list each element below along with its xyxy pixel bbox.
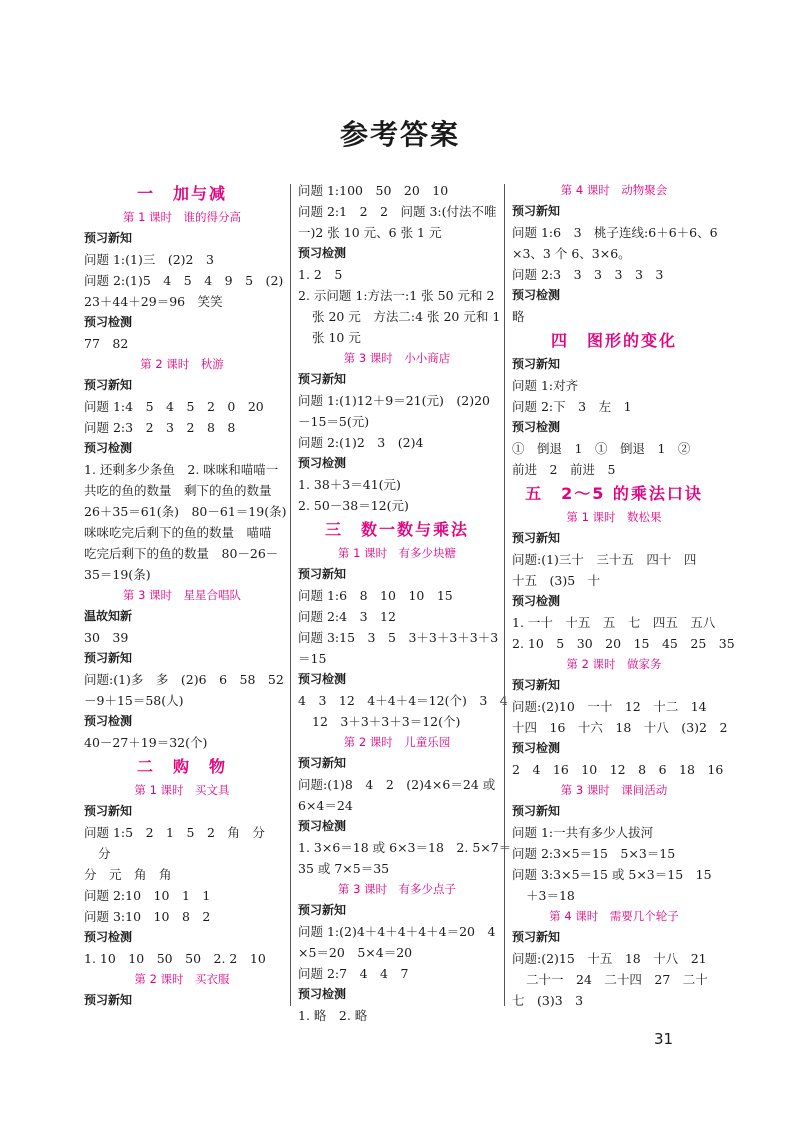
subsection-label: 预习新知: [512, 357, 561, 371]
subsection-label: 预习新知: [512, 531, 561, 545]
subsection-label: 预习新知: [298, 567, 347, 581]
answer-line: 30 39: [84, 630, 129, 645]
answer-line: 共吃的鱼的数量 剩下的鱼的数量: [84, 483, 272, 498]
section-heading: 二 购 物: [136, 757, 227, 776]
lesson-heading: 第 2 课时 秋游: [140, 357, 224, 371]
subsection-label: 预习检测: [298, 246, 347, 260]
answer-column-3: [512, 180, 735, 1011]
subsection-label: 预习检测: [512, 594, 561, 608]
answer-line: 问题 1:100 50 20 10: [298, 183, 449, 198]
answer-line: 咪咪吃完后剩下的鱼的数量 喵喵: [84, 525, 272, 540]
answer-line: 问题 3:3×5＝15 或 5×3＝15 15: [512, 867, 712, 882]
answer-line: 问题 2:(1)2 3 (2)4: [298, 435, 424, 450]
lesson-heading: 第 4 课时 动物聚会: [560, 183, 668, 197]
answer-line: 2. 10 5 30 20 15 45 25 35: [512, 636, 735, 651]
answer-line: 问题 1:6 3 桃子连线:6＋6＋6、6: [512, 225, 718, 240]
answer-line: 40－27＋19＝32(个): [84, 735, 208, 750]
answer-line: 一)2 张 10 元、6 张 1 元: [298, 225, 442, 240]
subsection-label: 预习检测: [84, 441, 133, 455]
answer-line: 1. 10 10 50 50 2. 2 10: [84, 951, 266, 966]
answer-line: 分: [98, 846, 111, 861]
answer-line: 七 (3)3 3: [512, 993, 584, 1008]
answer-line: ＝15: [298, 651, 327, 666]
subsection-label: 预习新知: [84, 804, 133, 818]
subsection-label: 预习检测: [298, 456, 347, 470]
answer-line: 张 10 元: [312, 330, 361, 345]
lesson-heading: 第 3 课时 课间活动: [560, 783, 668, 797]
section-heading: 四 图形的变化: [550, 331, 677, 350]
answer-line: 77 82: [84, 336, 129, 351]
page-title: 参考答案: [339, 118, 460, 151]
answer-line: 1. 还剩多少条鱼 2. 咪咪和喵喵一: [84, 462, 279, 477]
subsection-label: 预习新知: [84, 378, 133, 392]
answer-line: 前进 2 前进 5: [512, 462, 616, 477]
answer-line: 吃完后剩下的鱼的数量 80－26－: [84, 546, 279, 561]
answer-line: 十四 16 十六 18 十八 (3)2 2: [512, 720, 728, 735]
answer-line: 十五 (3)5 十: [512, 573, 601, 588]
answer-line: 问题 1:5 2 1 5 2 角 分: [84, 825, 265, 840]
answer-line: 张 20 元 方法二:4 张 20 元和 1: [312, 309, 501, 324]
answer-line: 问题 1:4 5 4 5 2 0 20: [84, 399, 264, 414]
answer-line: 问题:(2)15 十五 18 十八 21: [512, 951, 707, 966]
subsection-label: 预习新知: [84, 651, 133, 665]
answer-line: 分 元 角 角: [84, 867, 172, 882]
lesson-heading: 第 4 课时 需要几个轮子: [549, 909, 679, 923]
lesson-heading: 第 2 课时 买衣服: [134, 972, 230, 986]
answer-line: 35＝19(条): [84, 567, 151, 582]
subsection-label: 预习检测: [512, 288, 561, 302]
answer-line: 问题 2:下 3 左 1: [512, 399, 632, 414]
subsection-label: 温故知新: [84, 609, 133, 623]
answer-line: 2. 50－38＝12(元): [298, 498, 409, 513]
answer-line: 1. 一十 十五 五 七 四五 五八: [512, 615, 716, 630]
subsection-label: 预习新知: [298, 903, 347, 917]
answer-line: 2. 示问题 1:方法一:1 张 50 元和 2: [298, 288, 495, 303]
answer-line: 6×4＝24: [298, 798, 353, 813]
subsection-label: 预习检测: [512, 741, 561, 755]
answer-line: －9＋15＝58(人): [84, 693, 184, 708]
lesson-heading: 第 3 课时 有多少点子: [337, 882, 457, 896]
answer-line: 问题:(1)多 多 (2)6 6 58 52: [84, 672, 284, 687]
answer-line: 二十一 24 二十四 27 二十: [526, 972, 708, 987]
answer-line: 问题 2:10 10 1 1: [84, 888, 211, 903]
answer-line: －15＝5(元): [298, 414, 370, 429]
subsection-label: 预习检测: [512, 420, 561, 434]
answer-line: 2 4 16 10 12 8 6 18 16: [512, 762, 724, 777]
answer-line: 问题 2:4 3 12: [298, 609, 396, 624]
answer-line: 问题 3:15 3 5 3＋3＋3＋3＋3: [298, 630, 499, 645]
answer-line: 问题 1:对齐: [512, 378, 579, 393]
column-divider: [504, 184, 505, 1006]
lesson-heading: 第 3 课时 星星合唱队: [122, 588, 242, 602]
answer-line: 问题 1:一共有多少人拔河: [512, 825, 654, 840]
answer-line: 23＋44＋29＝96 笑笑: [84, 294, 223, 309]
lesson-heading: 第 3 课时 小小商店: [343, 351, 451, 365]
lesson-heading: 第 2 课时 做家务: [566, 657, 662, 671]
answer-line: ① 倒退 1 ① 倒退 1 ②: [512, 441, 691, 456]
subsection-label: 预习检测: [298, 819, 347, 833]
section-heading: 一 加与减: [136, 184, 227, 203]
subsection-label: 预习检测: [84, 714, 133, 728]
lesson-heading: 第 1 课时 数松果: [566, 510, 662, 524]
answer-line: 略: [512, 309, 525, 324]
subsection-label: 预习新知: [512, 804, 561, 818]
lesson-heading: 第 1 课时 买文具: [134, 783, 230, 797]
answer-line: 1. 38＋3＝41(元): [298, 477, 401, 492]
lesson-heading: 第 1 课时 有多少块糖: [337, 546, 457, 560]
answer-line: 问题:(1)三十 三十五 四十 四: [512, 552, 697, 567]
answer-line: 问题 2:3 2 3 2 8 8: [84, 420, 236, 435]
answer-line: 问题 1:6 8 10 10 15: [298, 588, 453, 603]
subsection-label: 预习检测: [298, 987, 347, 1001]
answer-line: ×5＝20 5×4＝20: [298, 945, 413, 960]
answer-line: 问题 1:(2)4＋4＋4＋4＋4＝20 4: [298, 924, 496, 939]
answer-line: 问题:(2)10 一十 12 十二 14: [512, 699, 707, 714]
answer-line: 问题 2:1 2 2 问题 3:(付法不唯: [298, 204, 497, 219]
lesson-heading: 第 1 课时 谁的得分高: [122, 210, 242, 224]
subsection-label: 预习新知: [512, 930, 561, 944]
answer-line: 问题:(1)8 4 2 (2)4×6＝24 或: [298, 777, 496, 792]
answer-line: 问题 1:(1)12＋9＝21(元) (2)20: [298, 393, 490, 408]
subsection-label: 预习检测: [84, 930, 133, 944]
subsection-label: 预习新知: [84, 231, 133, 245]
subsection-label: 预习检测: [84, 315, 133, 329]
subsection-label: 预习新知: [512, 204, 561, 218]
subsection-label: 预习新知: [84, 993, 133, 1007]
answer-line: 问题 2:3×5＝15 5×3＝15: [512, 846, 676, 861]
answer-line: 1. 2 5: [298, 267, 343, 282]
subsection-label: 预习新知: [298, 756, 347, 770]
column-divider: [290, 184, 291, 1006]
answer-line: 问题 2:7 4 4 7: [298, 966, 409, 981]
answer-line: 问题 1:(1)三 (2)2 3: [84, 252, 214, 267]
subsection-label: 预习新知: [298, 372, 347, 386]
answer-line: 问题 3:10 10 8 2: [84, 909, 211, 924]
answer-column-2: [298, 180, 512, 1026]
answer-line: 4 3 12 4＋4＋4＝12(个) 3 4: [298, 693, 508, 708]
subsection-label: 预习新知: [512, 678, 561, 692]
answer-line: 26＋35＝61(条) 80－61＝19(条): [84, 504, 287, 519]
answer-line: 1. 略 2. 略: [298, 1008, 368, 1023]
answer-line: 问题 2:3 3 3 3 3 3: [512, 267, 664, 282]
answer-column-1: [84, 180, 287, 1011]
answer-line: 问题 2:(1)5 4 5 4 9 5 (2): [84, 273, 284, 288]
answer-line: 1. 3×6＝18 或 6×3＝18 2. 5×7＝: [298, 840, 512, 855]
answer-line: 12 3＋3＋3＋3＝12(个): [312, 714, 461, 729]
section-heading: 三 数一数与乘法: [324, 520, 469, 539]
answer-line: 35 或 7×5＝35: [298, 861, 390, 876]
lesson-heading: 第 2 课时 儿童乐园: [343, 735, 451, 749]
section-heading: 五 2～5 的乘法口诀: [525, 484, 703, 503]
answer-line: ＋3＝18: [526, 888, 575, 903]
page-number: 31: [654, 1030, 674, 1048]
subsection-label: 预习检测: [298, 672, 347, 686]
answer-line: ×3、3 个 6、3×6。: [512, 246, 631, 261]
